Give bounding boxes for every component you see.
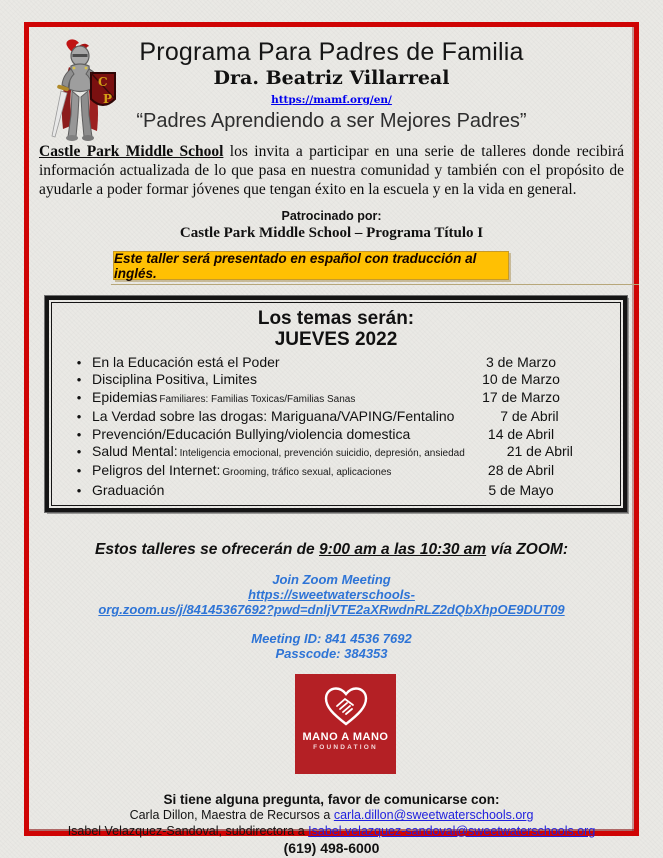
topics-list — [66, 354, 606, 499]
sponsor-block — [29, 209, 634, 243]
castle-park-knight-logo — [41, 37, 121, 145]
topic-row — [66, 408, 606, 425]
contact-isabel-text: Isabel Velazquez-Sandoval, subdirectora a — [67, 823, 309, 838]
language-notice-text: Este taller será presentado en español con traducción al inglés. — [114, 250, 477, 281]
topic-text: Prevención/Educación Bullying/violencia domestica — [92, 425, 411, 442]
tagline: “Padres Aprendiendo a ser Mejores Padres” — [136, 110, 527, 132]
sponsor-label: Patrocinado por: — [281, 209, 382, 223]
bullet-icon: • — [76, 426, 82, 442]
topic-date: 28 de Abril — [487, 462, 555, 479]
topic-subtext: Inteligencia emocional, prevención suicidio, depresión, ansiedad — [179, 448, 465, 460]
sponsor-name: Castle Park Middle School – Programa Título I — [179, 225, 484, 241]
isabel-email-link[interactable]: Isabel.velazquez-sandoval@sweetwaterschools.org — [308, 823, 596, 838]
heart-handshake-icon — [323, 686, 369, 728]
topics-box — [45, 296, 627, 512]
svg-text:C: C — [98, 75, 108, 89]
topic-text: Salud Mental: Inteligencia emocional, prevención suicidio, depresión, ansiedad — [92, 443, 465, 460]
topic-row — [66, 462, 606, 481]
presenter-name: Dra. Beatriz Villarreal — [213, 67, 450, 89]
topic-date: 3 de Marzo — [485, 354, 557, 370]
contact-line-carla — [29, 808, 634, 824]
language-notice-box — [113, 251, 509, 280]
intro-paragraph — [39, 142, 624, 199]
topic-subtext: Grooming, tráfico sexual, aplicaciones — [222, 467, 392, 479]
contact-line-isabel — [29, 824, 634, 840]
topic-text: La Verdad sobre las drogas: Mariguana/VAPING/Fentalino — [92, 408, 455, 425]
contact-block — [29, 791, 634, 857]
join-zoom-label: Join Zoom Meeting — [272, 572, 391, 588]
topic-row — [66, 389, 606, 408]
schedule-suffix: vía ZOOM: — [486, 541, 568, 559]
intro-text: los invita a participar en una serie de talleres donde recibirá información actualizada de lo que pasa en nuestra comunidad y también con el propósito de ayudarle a poder formar jóvenes que tengan éxito en la escuela y en la vida en general. — [39, 143, 624, 198]
phone-number: (619) 498-6000 — [283, 840, 380, 857]
meeting-id: Meeting ID: 841 4536 7692 — [251, 631, 412, 647]
zoom-meeting-link-line1[interactable]: https://sweetwaterschools- — [248, 587, 415, 603]
bullet-icon: • — [76, 482, 82, 498]
schedule-prefix: Estos talleres se ofrecerán de — [94, 541, 319, 559]
bullet-icon: • — [76, 409, 82, 425]
bullet-icon: • — [76, 444, 82, 460]
topic-row — [66, 371, 606, 388]
page-title: Programa Para Padres de Familia — [139, 38, 524, 66]
contact-carla-text: Carla Dillon, Maestra de Recursos a — [129, 808, 334, 823]
topics-subtitle: JUEVES 2022 — [274, 329, 398, 350]
topics-title: Los temas serán: — [257, 308, 415, 329]
topics-box-inner — [51, 302, 621, 506]
passcode: Passcode: 384353 — [275, 646, 388, 662]
topic-text: Peligros del Internet: Grooming, tráfico sexual, aplicaciones — [92, 462, 392, 479]
schedule-line — [29, 541, 634, 559]
topic-row — [66, 354, 606, 371]
logo-subname: FOUNDATION — [313, 744, 378, 752]
topic-date: 17 de Marzo — [482, 388, 560, 405]
schedule-time-underlined: 9:00 am a las 10:30 am — [319, 541, 487, 559]
topic-text: Graduación — [92, 481, 165, 498]
divider-rule — [111, 284, 639, 285]
contact-heading: Si tiene alguna pregunta, favor de comunicarse con: — [163, 792, 500, 808]
bullet-icon: • — [76, 389, 82, 405]
topic-date: 7 de Abril — [500, 408, 559, 425]
zoom-meeting-link-line2[interactable]: org.zoom.us/j/84145367692?pwd=dnljVTE2aXRwdnRLZ2dQbXhpOE9DUT09 — [98, 602, 565, 618]
topic-text: Disciplina Positiva, Limites — [92, 371, 257, 388]
mamf-org-link[interactable]: https://mamf.org/en/ — [271, 94, 392, 106]
topic-text: En la Educación está el Poder — [92, 354, 280, 370]
bullet-icon: • — [76, 463, 82, 479]
mano-a-mano-logo — [295, 674, 396, 774]
svg-text:P: P — [103, 92, 113, 106]
topic-date: 14 de Abril — [487, 425, 555, 442]
topic-row — [66, 426, 606, 443]
bullet-icon: • — [76, 372, 82, 388]
school-name-bold: Castle Park Middle School — [39, 143, 224, 160]
flyer-red-frame — [24, 22, 639, 857]
topic-row — [66, 482, 606, 499]
carla-email-link[interactable]: carla.dillon@sweetwaterschools.org — [333, 808, 534, 823]
bullet-icon: • — [76, 355, 82, 370]
topic-date: 21 de Abril — [506, 443, 573, 460]
topic-date: 5 de Mayo — [488, 481, 554, 498]
topic-row — [66, 443, 606, 462]
topic-date: 10 de Marzo — [482, 371, 560, 388]
topic-text: Epidemias Familiares: Familias Toxicas/Familias Sanas — [92, 388, 356, 405]
zoom-meeting-block — [29, 572, 634, 661]
logo-name: MANO A MANO — [302, 731, 389, 744]
topic-subtext: Familiares: Familias Toxicas/Familias Sanas — [159, 393, 356, 405]
